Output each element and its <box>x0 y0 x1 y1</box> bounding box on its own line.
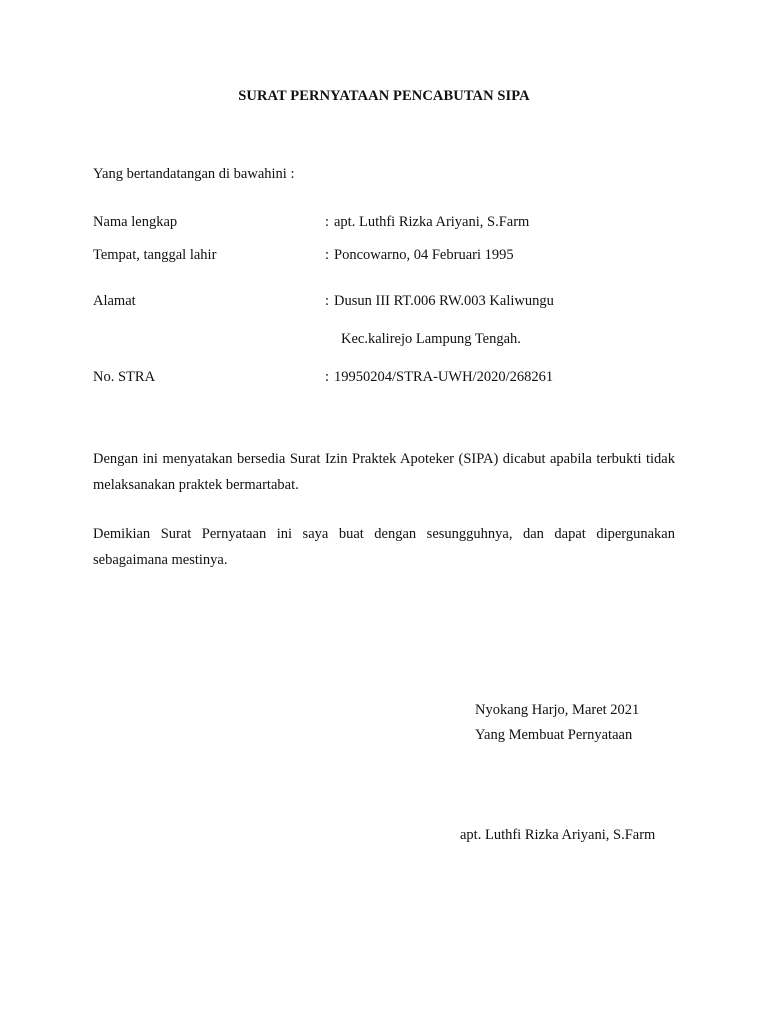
place-date: Nyokang Harjo, Maret 2021 <box>475 702 640 718</box>
field-label: Alamat <box>93 293 136 309</box>
signer-name: apt. Luthfi Rizka Ariyani, S.Farm <box>460 827 656 843</box>
signer-role: Yang Membuat Pernyataan <box>475 727 633 743</box>
field-value: Poncowarno, 04 Februari 1995 <box>334 247 514 263</box>
field-label: No. STRA <box>93 369 156 385</box>
field-value: apt. Luthfi Rizka Ariyani, S.Farm <box>334 214 530 230</box>
field-value: 19950204/STRA-UWH/2020/268261 <box>334 369 554 385</box>
address-line-2: Kec.kalirejo Lampung Tengah. <box>341 331 521 347</box>
field-separator: : <box>325 214 330 230</box>
statement-paragraph: Dengan ini menyatakan bersedia Surat Izin Praktek Apoteker (SIPA) dicabut apabila terbukti tidak melaksanakan praktek bermartabat. <box>93 451 675 493</box>
intro-text: Yang bertandatangan di bawahini : <box>93 166 295 182</box>
field-label: Tempat, tanggal lahir <box>93 247 217 263</box>
field-value: Dusun III RT.006 RW.003 Kaliwungu <box>334 293 554 309</box>
field-separator: : <box>325 293 330 309</box>
field-label: Nama lengkap <box>93 214 178 230</box>
document-title: SURAT PERNYATAAN PENCABUTAN SIPA <box>238 88 530 104</box>
closing-paragraph: Demikian Surat Pernyataan ini saya buat dengan sesungguhnya, dan dapat dipergunakan sebagaimana mestinya. <box>93 526 675 568</box>
field-separator: : <box>325 369 330 385</box>
field-separator: : <box>325 247 330 263</box>
